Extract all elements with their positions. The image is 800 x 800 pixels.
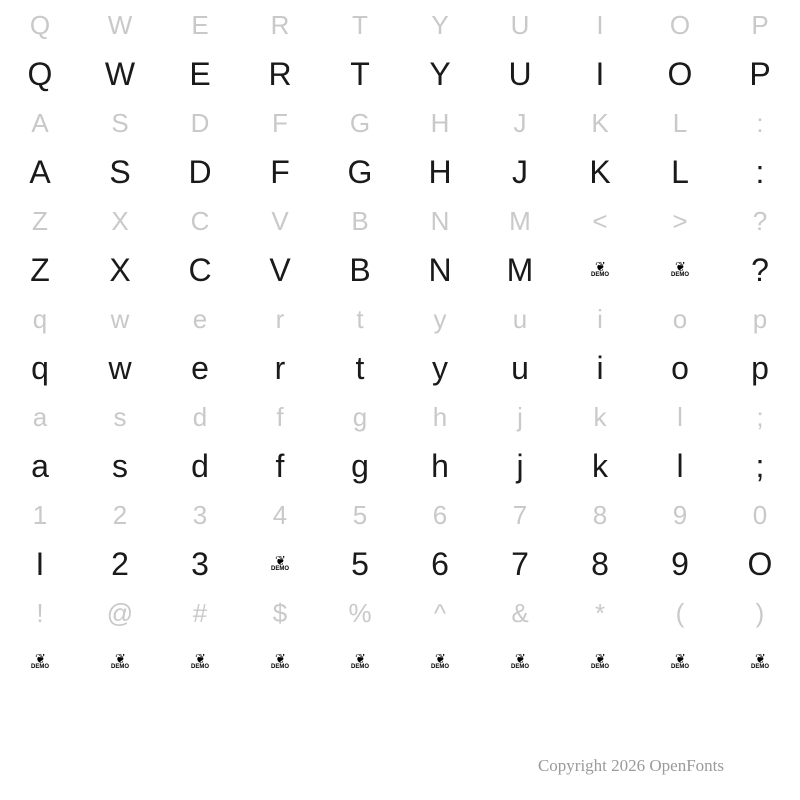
key-label: * (594, 597, 606, 628)
copyright-notice: Copyright 2026 OpenFonts (537, 756, 724, 775)
glyph-cell: s (112, 447, 128, 484)
key-label: E (191, 9, 209, 40)
demo-watermark-icon (751, 651, 769, 670)
glyph-cell: Z (30, 251, 50, 288)
glyph-cell: t (355, 349, 365, 386)
glyph-cell: C (188, 251, 212, 288)
key-label: h (432, 401, 448, 432)
key-label: A (31, 107, 49, 138)
glyph-cell: H (428, 153, 452, 190)
glyph-cell: ; (755, 447, 765, 484)
key-label: a (32, 401, 48, 432)
key-label: P (751, 9, 769, 40)
demo-watermark-label: DEMO (271, 664, 289, 670)
key-label: L (672, 107, 688, 138)
key-label: N (430, 205, 450, 236)
glyph-cell: E (189, 55, 211, 92)
demo-watermark-label: DEMO (191, 664, 209, 670)
key-label: F (272, 107, 288, 138)
demo-watermark-label: DEMO (671, 272, 689, 278)
key-label: ^ (433, 597, 447, 628)
glyph-cell: 7 (511, 545, 529, 582)
glyph-cell: V (269, 251, 291, 288)
glyph-cell: y (432, 349, 448, 386)
key-label: ; (756, 401, 764, 432)
glyph-cell: h (431, 447, 449, 484)
glyph-cell: q (31, 349, 49, 386)
key-label: W (107, 9, 133, 40)
glyph-cell: ? (751, 251, 769, 288)
key-label: % (348, 597, 372, 628)
glyph-cell: g (351, 447, 369, 484)
glyph-cell (240, 638, 320, 686)
glyph-cell: W (104, 55, 136, 92)
key-label: k (593, 401, 607, 432)
glyph-cell: 5 (351, 545, 369, 582)
demo-watermark-icon (271, 651, 289, 670)
key-label: s (113, 401, 127, 432)
glyph-cell (80, 638, 160, 686)
key-label: t (356, 303, 364, 334)
key-label: G (349, 107, 371, 138)
key-label: 7 (512, 499, 528, 530)
demo-watermark-icon (431, 651, 449, 670)
glyph-cell (0, 638, 80, 686)
key-label: p (752, 303, 768, 334)
demo-leaves-icon: ❦ (595, 651, 605, 666)
demo-watermark-icon (671, 651, 689, 670)
demo-watermark-label: DEMO (351, 664, 369, 670)
key-label: D (190, 107, 210, 138)
key-label: T (352, 9, 368, 40)
demo-leaves-icon: ❦ (675, 259, 685, 274)
glyph-cell: K (589, 153, 611, 190)
key-label: 9 (672, 499, 688, 530)
key-label: o (672, 303, 688, 334)
key-label: V (271, 205, 289, 236)
demo-leaves-icon: ❦ (515, 651, 525, 666)
demo-leaves-icon: ❦ (755, 651, 765, 666)
glyph-cell: Q (27, 55, 53, 92)
key-label: Q (29, 9, 51, 40)
key-label: Y (431, 9, 449, 40)
key-label: $ (272, 597, 288, 628)
demo-watermark-label: DEMO (271, 566, 289, 572)
key-label: u (512, 303, 528, 334)
glyph-cell: O (667, 55, 693, 92)
glyph-cell: l (676, 447, 684, 484)
glyph-cell (480, 638, 560, 686)
glyph-cell: 9 (671, 545, 689, 582)
key-label: 4 (272, 499, 288, 530)
glyph-cell: w (108, 349, 132, 386)
glyph-cell: d (191, 447, 209, 484)
key-label: q (32, 303, 48, 334)
key-label: f (276, 401, 284, 432)
demo-watermark-icon (271, 553, 289, 572)
key-label: 8 (592, 499, 608, 530)
glyph-cell: D (188, 153, 212, 190)
key-label: H (430, 107, 450, 138)
glyph-cell: f (275, 447, 285, 484)
key-row (0, 490, 800, 540)
glyph-cell: J (512, 153, 528, 190)
demo-leaves-icon: ❦ (115, 651, 125, 666)
demo-watermark-label: DEMO (751, 664, 769, 670)
key-label: ? (752, 205, 768, 236)
demo-watermark-icon (671, 259, 689, 278)
key-label: C (190, 205, 210, 236)
glyph-row (0, 148, 800, 196)
glyph-cell: R (268, 55, 292, 92)
glyph-cell: A (29, 153, 51, 190)
demo-watermark-icon (111, 651, 129, 670)
glyph-cell: e (191, 349, 209, 386)
key-row (0, 98, 800, 148)
glyph-cell: T (350, 55, 370, 92)
demo-watermark-label: DEMO (671, 664, 689, 670)
demo-watermark-icon (591, 259, 609, 278)
glyph-cell (640, 638, 720, 686)
demo-watermark-label: DEMO (31, 664, 49, 670)
key-label: K (591, 107, 609, 138)
key-label: B (351, 205, 369, 236)
demo-watermark-icon (351, 651, 369, 670)
glyph-cell (160, 638, 240, 686)
key-label: 2 (112, 499, 128, 530)
key-label: X (111, 205, 129, 236)
glyph-cell: k (592, 447, 608, 484)
key-label: @ (106, 597, 134, 628)
key-label: 6 (432, 499, 448, 530)
key-label: i (597, 303, 603, 334)
key-label: ( (675, 597, 685, 628)
key-label: l (677, 401, 683, 432)
glyph-row (0, 246, 800, 294)
demo-watermark-label: DEMO (591, 272, 609, 278)
key-label: j (517, 401, 523, 432)
key-label: y (433, 303, 447, 334)
key-label: 1 (32, 499, 48, 530)
key-label: O (669, 9, 691, 40)
glyph-cell (640, 246, 720, 294)
glyph-cell: L (671, 153, 689, 190)
key-label: e (192, 303, 208, 334)
key-label: M (509, 205, 531, 236)
key-label: 5 (352, 499, 368, 530)
key-label: < (592, 205, 608, 236)
glyph-cell: S (109, 153, 131, 190)
glyph-row (0, 344, 800, 392)
demo-leaves-icon: ❦ (275, 651, 285, 666)
demo-leaves-icon: ❦ (35, 651, 45, 666)
key-row (0, 0, 800, 50)
demo-leaves-icon: ❦ (355, 651, 365, 666)
glyph-cell (400, 638, 480, 686)
glyph-cell (240, 540, 320, 588)
demo-watermark-icon (31, 651, 49, 670)
demo-leaves-icon: ❦ (435, 651, 445, 666)
key-label: ! (36, 597, 44, 628)
glyph-cell: a (31, 447, 49, 484)
glyph-cell: 6 (431, 545, 449, 582)
demo-leaves-icon: ❦ (675, 651, 685, 666)
key-row (0, 196, 800, 246)
key-label: # (192, 597, 208, 628)
glyph-cell: I (35, 545, 45, 582)
glyph-cell: P (749, 55, 771, 92)
key-row (0, 294, 800, 344)
glyph-cell: F (270, 153, 290, 190)
glyph-cell: U (508, 55, 532, 92)
key-label: r (275, 303, 285, 334)
key-label: U (510, 9, 530, 40)
glyph-cell: 8 (591, 545, 609, 582)
glyph-cell (560, 638, 640, 686)
key-label: 0 (752, 499, 768, 530)
glyph-cell: r (274, 349, 286, 386)
glyph-cell: Y (429, 55, 451, 92)
demo-watermark-label: DEMO (111, 664, 129, 670)
glyph-cell: 2 (111, 545, 129, 582)
demo-watermark-label: DEMO (591, 664, 609, 670)
demo-watermark-icon (591, 651, 609, 670)
glyph-cell: B (349, 251, 371, 288)
glyph-cell: i (596, 349, 604, 386)
glyph-cell: : (755, 153, 765, 190)
glyph-cell: j (516, 447, 524, 484)
demo-watermark-icon (191, 651, 209, 670)
key-label: S (111, 107, 129, 138)
key-label: ) (755, 597, 765, 628)
demo-watermark-icon (511, 651, 529, 670)
key-label: Z (32, 205, 48, 236)
glyph-cell (720, 638, 800, 686)
key-label: g (352, 401, 368, 432)
key-label: & (511, 597, 529, 628)
glyph-cell (560, 246, 640, 294)
key-row (0, 588, 800, 638)
glyph-cell: p (751, 349, 769, 386)
glyph-row (0, 442, 800, 490)
demo-leaves-icon: ❦ (195, 651, 205, 666)
glyph-cell: M (506, 251, 534, 288)
glyph-cell: O (747, 545, 773, 582)
demo-leaves-icon: ❦ (275, 553, 285, 568)
glyph-row (0, 540, 800, 588)
key-label: 3 (192, 499, 208, 530)
glyph-row (0, 50, 800, 98)
key-label: R (270, 9, 290, 40)
key-label: d (192, 401, 208, 432)
key-label: I (596, 9, 604, 40)
demo-watermark-label: DEMO (431, 664, 449, 670)
key-label: : (756, 107, 764, 138)
glyph-cell (320, 638, 400, 686)
glyph-cell: N (428, 251, 452, 288)
glyph-cell: I (595, 55, 605, 92)
glyph-cell: 3 (191, 545, 209, 582)
key-label: w (110, 303, 130, 334)
glyph-cell: X (109, 251, 131, 288)
key-row (0, 392, 800, 442)
glyph-cell: G (347, 153, 373, 190)
demo-watermark-label: DEMO (511, 664, 529, 670)
key-label: J (513, 107, 527, 138)
glyph-cell: o (671, 349, 689, 386)
glyph-row (0, 638, 800, 686)
demo-leaves-icon: ❦ (595, 259, 605, 274)
key-label: > (672, 205, 688, 236)
glyph-cell: u (511, 349, 529, 386)
